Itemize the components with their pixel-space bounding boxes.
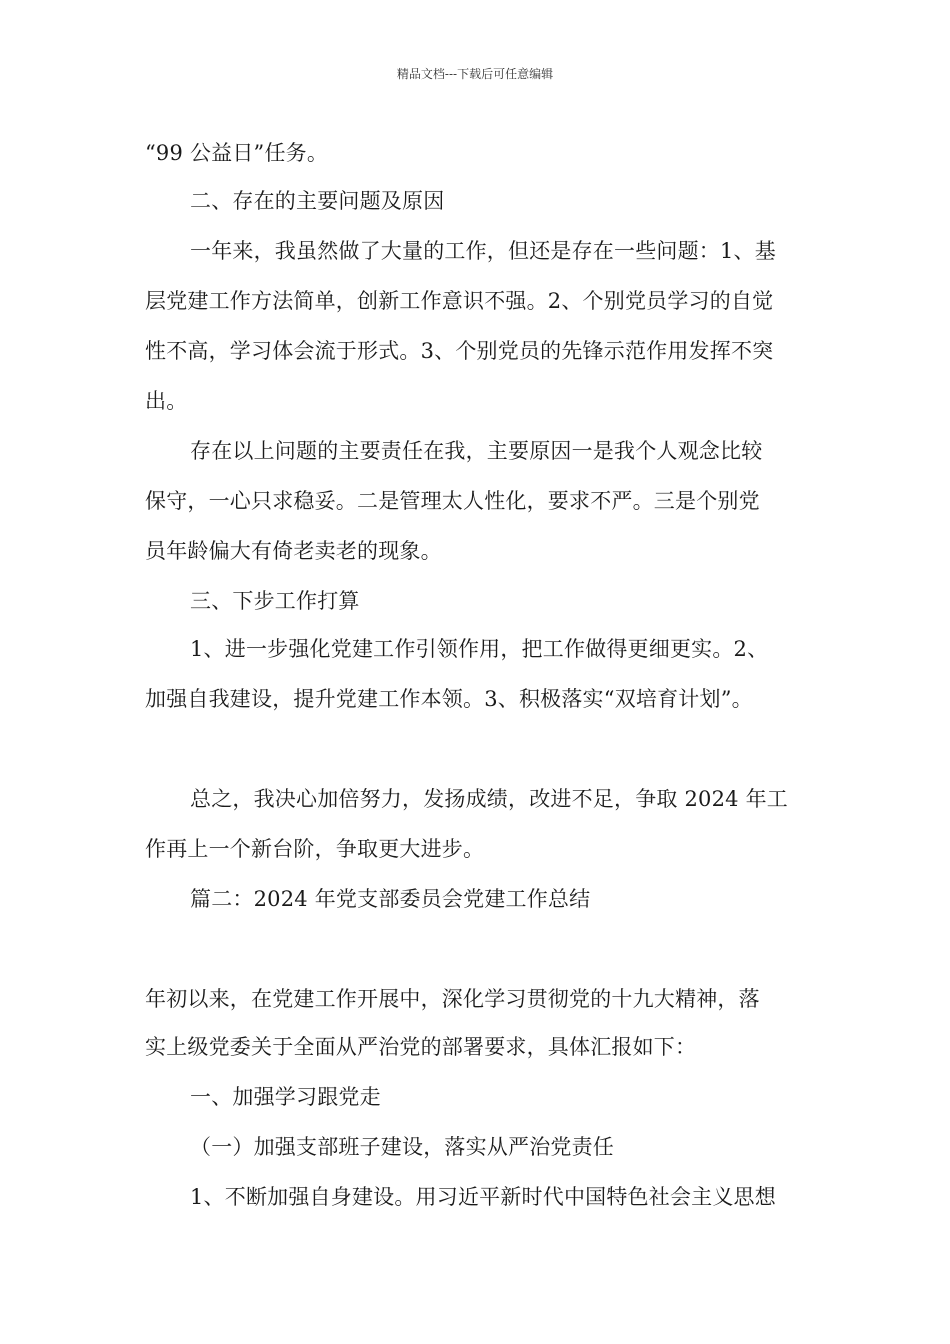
text-line: 1、不断加强自身建设。用习近平新时代中国特色社会主义思想: [190, 1185, 776, 1209]
text-line: 存在以上问题的主要责任在我，主要原因一是我个人观念比较: [190, 439, 763, 463]
text-line: 保守，一心只求稳妥。二是管理太人性化，要求不严。三是个别党: [145, 489, 760, 513]
article-title: 篇二：2024 年党支部委员会党建工作总结: [190, 887, 591, 911]
text-line: 实上级党委关于全面从严治党的部署要求，具体汇报如下：: [145, 1035, 697, 1059]
subsection-heading: （一）加强支部班子建设，落实从严治党责任: [190, 1135, 614, 1159]
text-line: 总之，我决心加倍努力，发扬成绩，改进不足，争取 2024 年工: [190, 787, 788, 811]
text-line: 性不高，学习体会流于形式。3、个别党员的先锋示范作用发挥不突: [145, 339, 774, 363]
section-heading: 一、加强学习跟党走: [190, 1085, 381, 1109]
text-line: 作再上一个新台阶，争取更大进步。: [145, 837, 485, 861]
text-line: “99 公益日”任务。: [145, 141, 329, 165]
text-line: 员年龄偏大有倚老卖老的现象。: [145, 539, 442, 563]
text-line: 加强自我建设，提升党建工作本领。3、积极落实“双培育计划”。: [145, 687, 753, 711]
text-line: 层党建工作方法简单，创新工作意识不强。2、个别党员学习的自觉: [145, 289, 774, 313]
text-line: 一年来，我虽然做了大量的工作，但还是存在一些问题：1、基: [190, 239, 776, 263]
section-heading: 二、存在的主要问题及原因: [190, 189, 445, 213]
text-line: 1、进一步强化党建工作引领作用，把工作做得更细更实。2、: [190, 637, 769, 661]
text-line: 出。: [145, 389, 188, 413]
section-heading: 三、下步工作打算: [190, 589, 360, 613]
page-header: 精品文档---下载后可任意编辑: [396, 67, 554, 81]
text-line: 年初以来，在党建工作开展中，深化学习贯彻党的十九大精神，落: [145, 987, 760, 1011]
